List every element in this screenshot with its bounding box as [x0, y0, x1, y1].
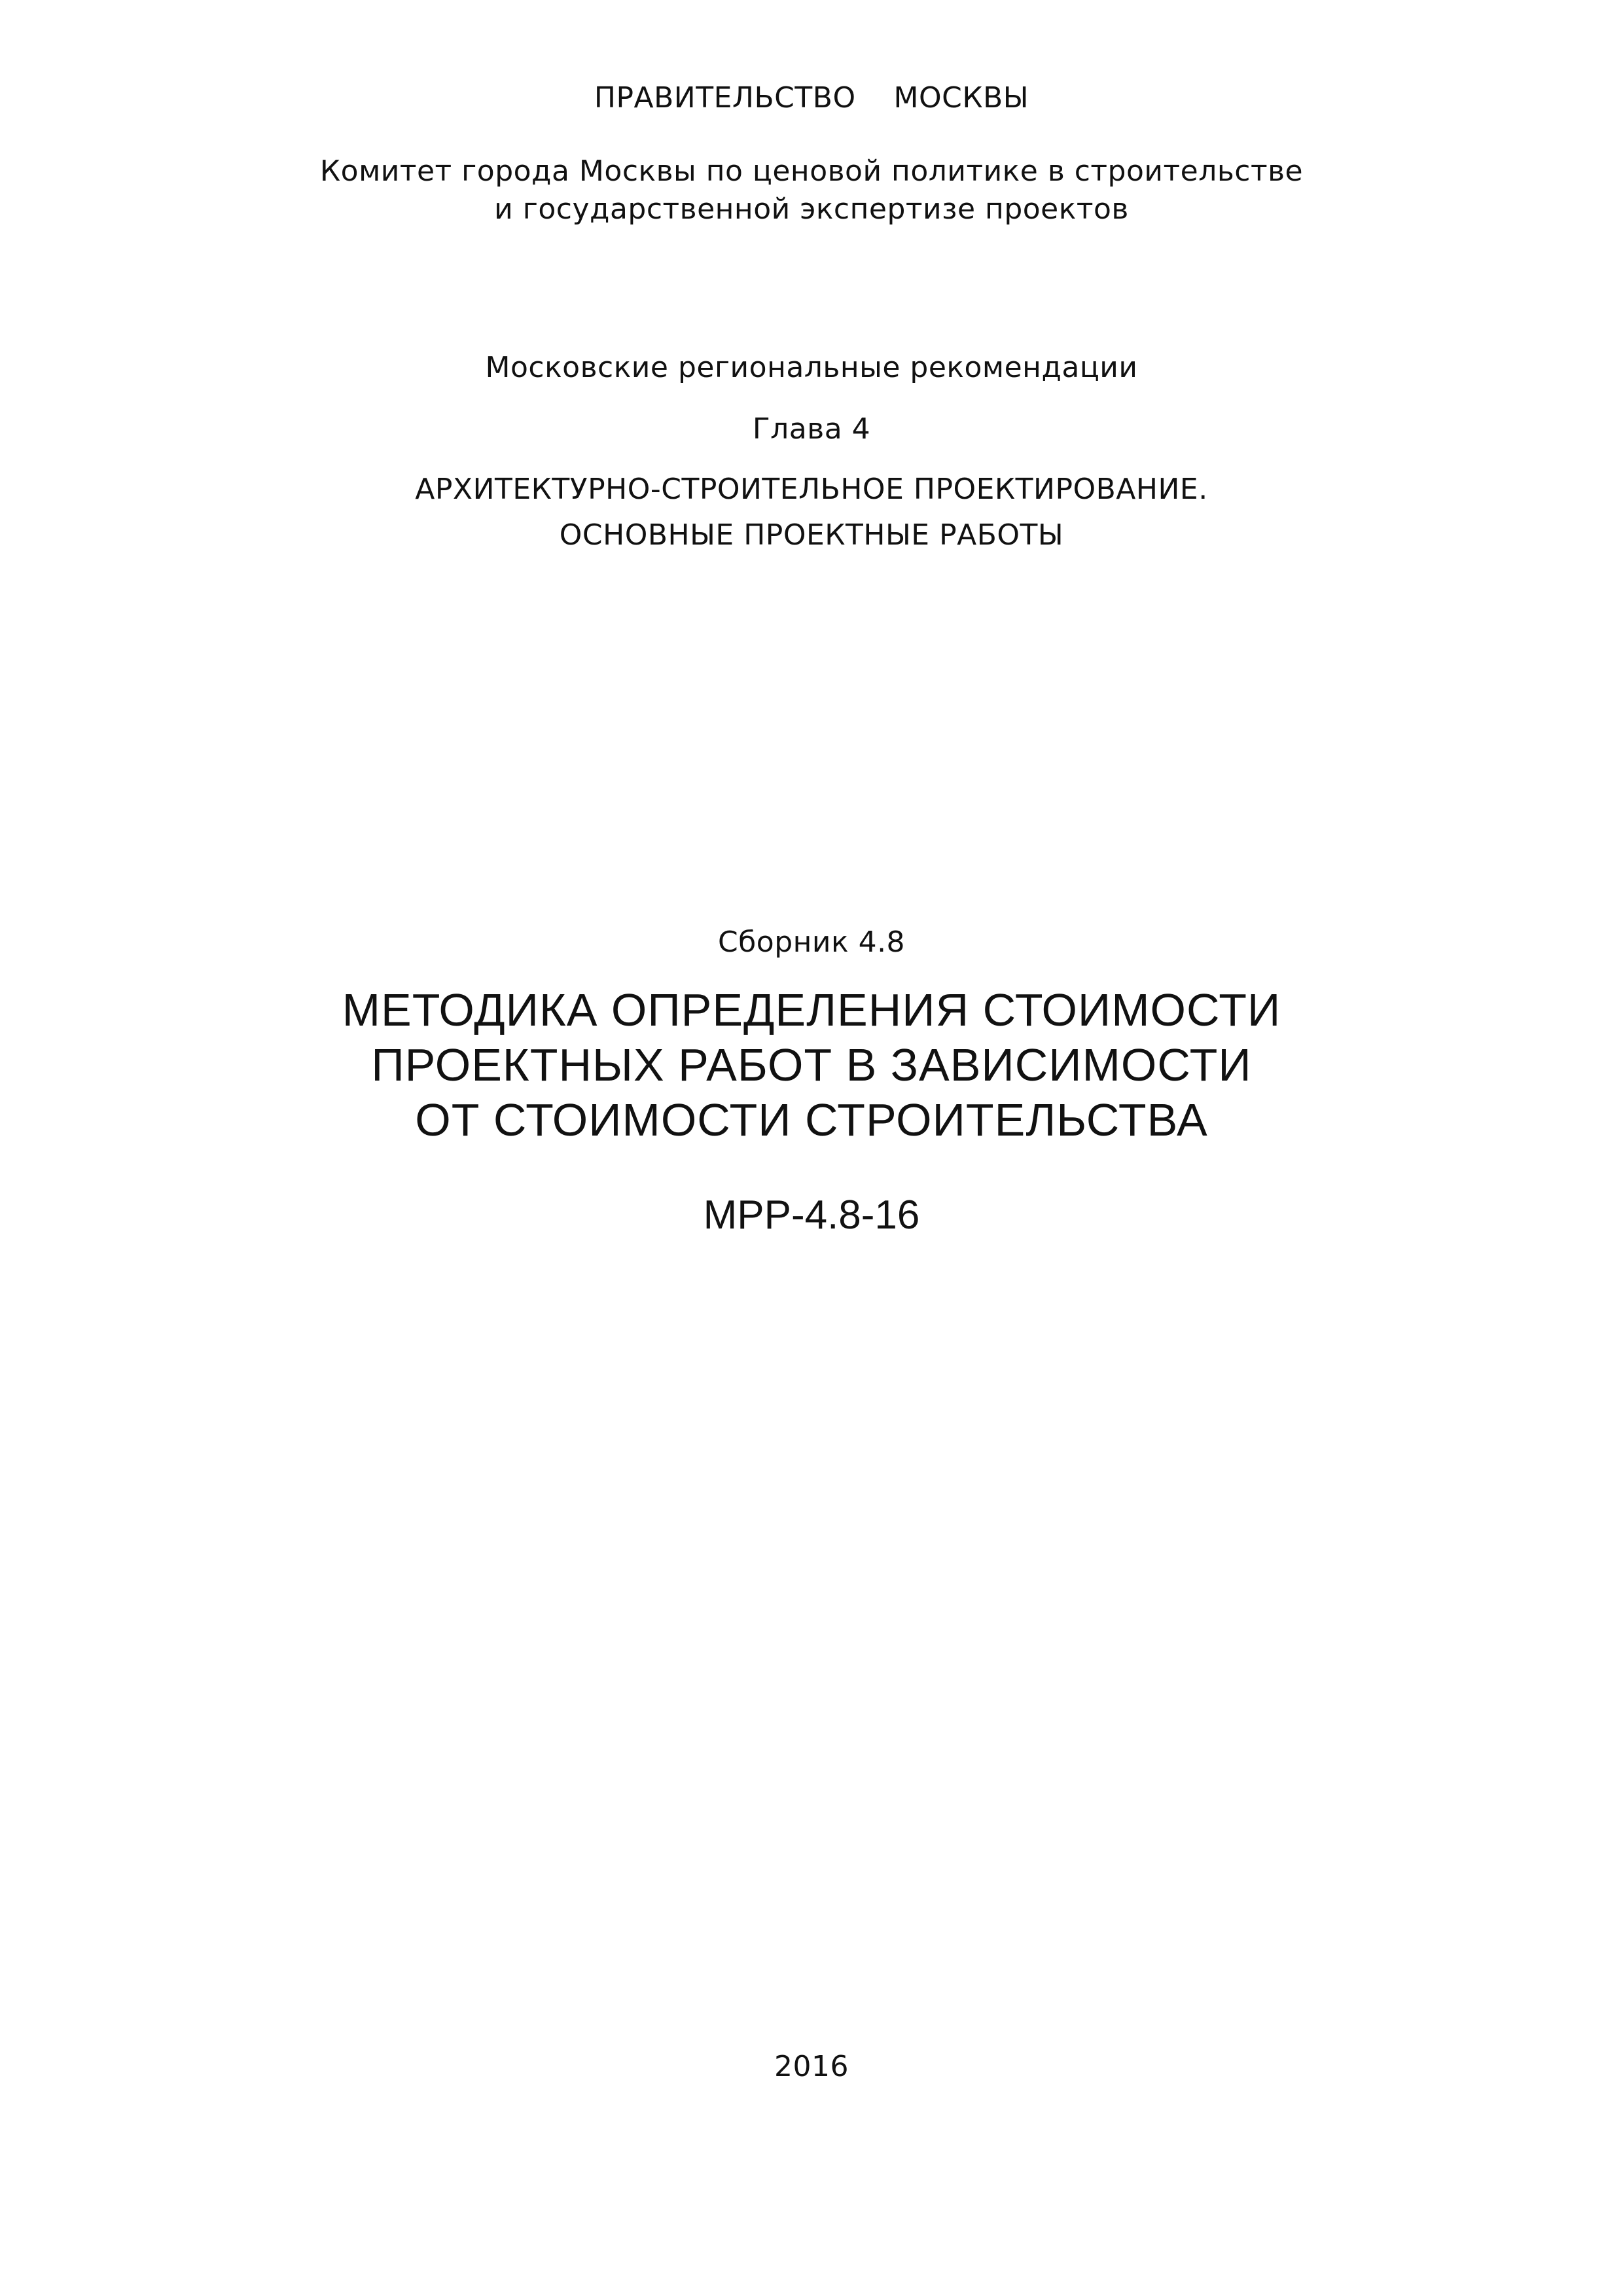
- document-title-line2: ПРОЕКТНЫХ РАБОТ В ЗАВИСИМОСТИ: [371, 1039, 1252, 1090]
- chapter-label: Глава 4: [752, 412, 871, 446]
- collection-label: Сборник 4.8: [717, 925, 906, 959]
- document-code: МРР-4.8-16: [703, 1193, 920, 1238]
- recommendations-title: Московские региональные рекомендации: [485, 351, 1138, 384]
- committee-name-line1: Комитет города Москвы по ценовой политике в строительстве: [319, 154, 1304, 188]
- document-title-line1: МЕТОДИКА ОПРЕДЕЛЕНИЯ СТОИМОСТИ: [342, 984, 1281, 1035]
- document-title-line3: ОТ СТОИМОСТИ СТРОИТЕЛЬСТВА: [415, 1094, 1208, 1145]
- committee-name-line2: и государственной экспертизе проектов: [494, 192, 1129, 226]
- government-heading: ПРАВИТЕЛЬСТВО МОСКВЫ: [594, 81, 1029, 115]
- chapter-title-line2: ОСНОВНЫЕ ПРОЕКТНЫЕ РАБОТЫ: [559, 518, 1064, 552]
- chapter-title-line1: АРХИТЕКТУРНО-СТРОИТЕЛЬНОЕ ПРОЕКТИРОВАНИЕ.: [415, 473, 1208, 506]
- publication-year: 2016: [774, 2050, 849, 2083]
